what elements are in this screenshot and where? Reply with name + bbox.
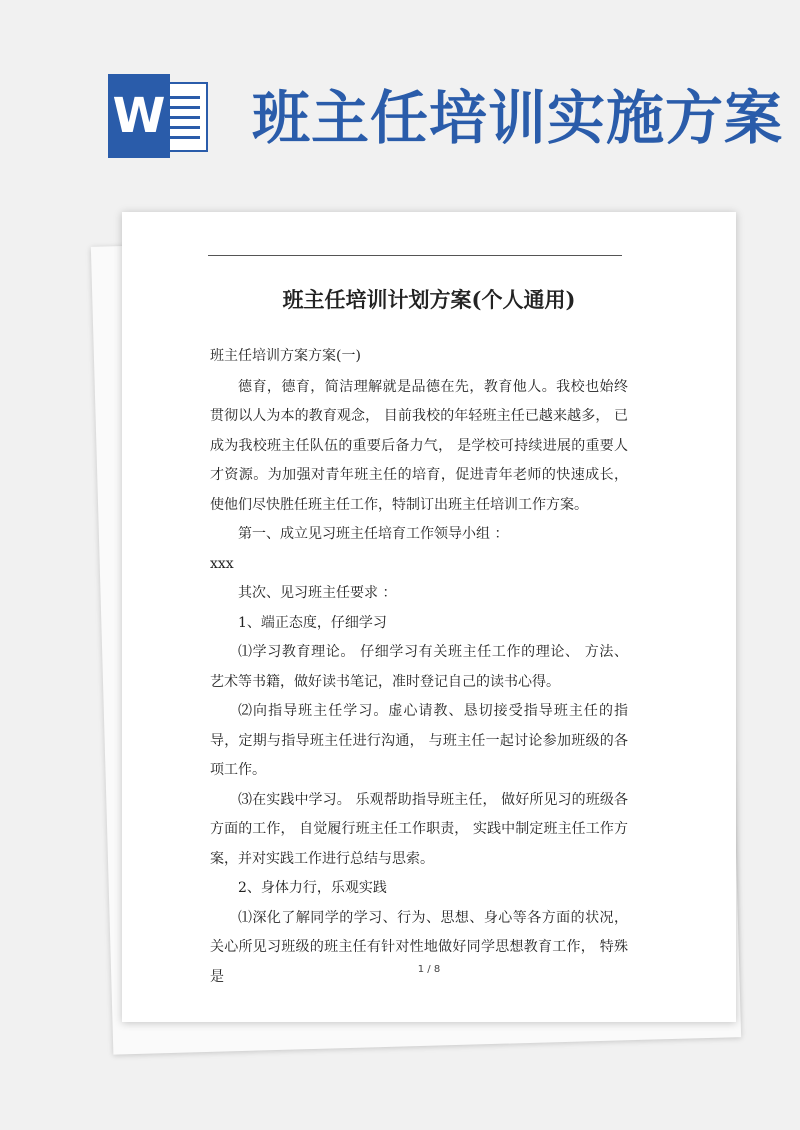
word-document-icon — [108, 74, 214, 158]
banner-header — [0, 0, 800, 200]
banner-title: 班主任培训实施方案 — [252, 84, 784, 152]
document-page — [122, 212, 736, 1022]
paragraph-intro: 德育，德育，简洁理解就是品德在先，教育他人。我校也始终贯彻以人为本的教育观念， 目前我校的年轻班主任已越来越多， 已成为我校班主任队伍的重要后备力气， 是学校可持续进展的重要人才资源。为加强对青年班主任的培育，促进青年老师的快速成长，使他们尽快胜任班主任工作，特制订出班主任培训工作方案。 — [210, 378, 628, 513]
paragraph-item: xxx — [210, 555, 234, 572]
paragraph-item: 其次、见习班主任要求 ： — [238, 585, 397, 601]
paragraph-item: ⑴深化了解同学的学习、行为、思想、身心等各方面的状况，关心所见习班级的班主任有针对性地做好同学思想教育工作， 特殊是 — [210, 909, 628, 985]
paragraph-item: ⑵向指导班主任学习。虚心请教、恳切接受指导班主任的指导，定期与指导班主任进行沟通， 与班主任一起讨论参加班级的各项工作。 — [210, 703, 628, 778]
section-heading: 班主任培训方案方案(一) — [210, 348, 361, 364]
paragraph-item: ⑶在实践中学习。 乐观帮助指导班主任， 做好所见习的班级各方面的工作， 自觉履行班主任工作职责， 实践中制定班主任工作方案，并对实践工作进行总结与思索。 — [210, 791, 628, 867]
word-logo-letter: W — [108, 74, 170, 158]
paragraph-item: 2、身体力行，乐观实践 — [238, 880, 387, 896]
document-body — [210, 342, 628, 992]
header-rule — [208, 255, 622, 256]
paragraph-item: 1、端正态度，仔细学习 — [238, 614, 387, 631]
paragraph-item: ⑴学习教育理论。 仔细学习有关班主任工作的理论、 方法、 艺术等书籍，做好读书笔记，准时登记自己的读书心得。 — [210, 644, 628, 690]
paragraph-item: 第一、成立见习班主任培育工作领导小组 ： — [238, 526, 509, 542]
document-title: 班主任培训计划方案(个人通用) — [282, 287, 576, 312]
page-indicator: 1 / 8 — [417, 964, 441, 975]
